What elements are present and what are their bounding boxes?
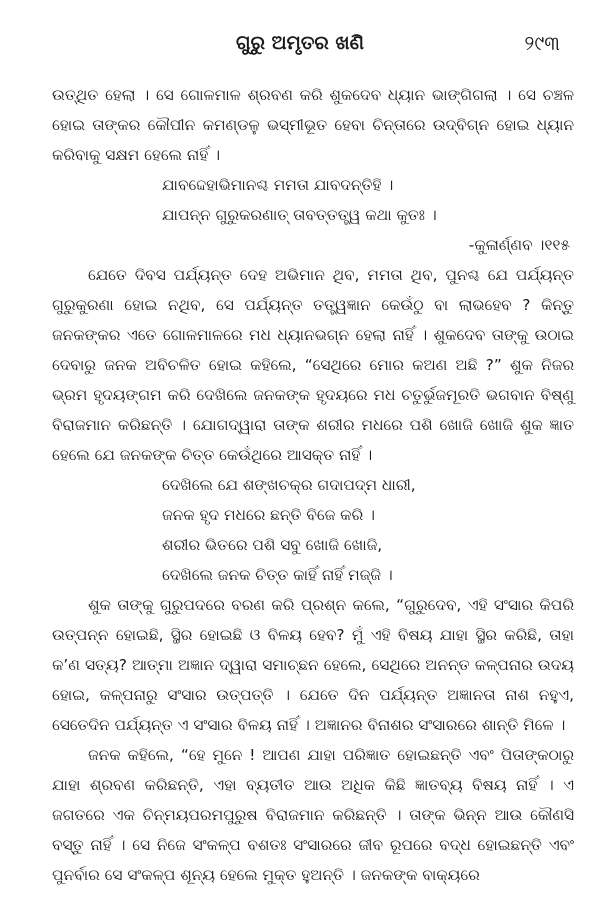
running-title: ଗୁରୁ ଅମୃତର ଖଣି: [236, 32, 364, 54]
poem-line: ଦେଖିଲେ ଜନକ ଚିତ୍ତ କାହିଁ ନାହିଁ ମଜ୍ଜି ।: [162, 566, 393, 584]
paragraph-4: ଜନକ କହିଲେ, “ହେ ମୁନେ ! ଆପଣ ଯାହା ପରିଜ୍ଞାତ ହୋଇଛନ୍ତି ଏବଂ ପିତାଙ୍କଠାରୁ ଯାହା ଶ୍ରବଣ କରିଛନ୍ତି, ଏହା ବ୍ୟତୀତ ଆଉ ଅଧିକ କିଛି ଜ୍ଞାତବ୍ୟ ବିଷୟ ନାହିଁ । ଏ ଜଗତରେ ଏକ ଚିନ୍ମୟପରମପୁରୁଷ ବିରାଜମାନ କରିଛନ୍ତି । ତାଙ୍କ ଭିନ୍ନ ଆଉ କୌଣସି ବସ୍ତୁ ନାହିଁ । ସେ ନିଜେ ସଂକଳ୍ପ ବଶତଃ ସଂସାରରେ ଜୀବ ରୂପରେ ବଦ୍ଧ ହୋଇଛନ୍ତି ଏବଂ ପୁନର୍ବାର ସେ ସଂକଳ୍ପ ଶୂନ୍ୟ ହେଲେ ମୁକ୍ତ ହୁଅନ୍ତି । ଜନକଙ୍କ ବାକ୍ୟରେ: [52, 746, 574, 884]
odia-poem: [52, 470, 574, 590]
poem-line: ଦେଖିଲେ ଯେ ଶଙ୍ଖଚକ୍ର ଗଦାପଦ୍ମ ଧାରୀ,: [162, 476, 416, 494]
page-number: ୨୯୩: [524, 31, 560, 55]
verse-line-2: ଯାପନ୍ନ ଗୁରୁକରଣାତ୍‌ ତାବତ୍ତତ୍ତ୍ୱ କଥା କୁତଃ ।: [162, 206, 437, 224]
verse-line-1: ଯାବଦ୍ଦେହାଭିମାନଶ୍ଚ ମମତା ଯାବଦନ୍ତିହି ।: [162, 176, 394, 194]
page-body: [52, 80, 574, 890]
paragraph-3: ଶୁକ ତାଙ୍କୁ ଗୁରୁପଦରେ ବରଣ କରି ପ୍ରଶ୍ନ କଲେ, “ଗୁରୁଦେବ, ଏହି ସଂସାର କିପରି ଉତ୍ପନ୍ନ ହୋଇଛି, ସ୍ଥିର ହୋଇଛି ଓ ବିଳୟ ହେବ? ମୁଁ ଏହି ବିଷୟ ଯାହା ସ୍ଥିର କରିଛି, ତାହା କ’ଣ ସତ୍ୟ? ଆତ୍ମା ଅଜ୍ଞାନ ଦ୍ୱାରା ସମାଚ୍ଛନ ହେଲେ, ସେଥିରେ ଅନନ୍ତ କଳ୍ପନାର ଉଦୟ ହୋଇ, କଳ୍ପନାରୁ ସଂସାର ଉତ୍ପତ୍ତି । ଯେତେ ଦିନ ପର୍ଯ୍ୟନ୍ତ ଅଜ୍ଞାନତା ନାଶ ନହୁଏ, ସେତେଦିନ ପର୍ଯ୍ୟନ୍ତ ଏ ସଂସାର ବିଳୟ ନାହିଁ । ଅଜ୍ଞାନର ବିନାଶର ସଂସାରରେ ଶାନ୍ତି ମିଳେ ।: [52, 596, 574, 734]
sanskrit-verse: [52, 170, 574, 230]
paragraph-1: ଉତ୍‌ଥିତ ହେଲା । ସେ ଗୋଳମାଳ ଶ୍ରବଣ କରି ଶୁକଦେବ ଧ୍ୟାନ ଭାଙ୍ଗିଗଲା । ସେ ଚଞ୍ଚଳ ହୋଇ ତାଙ୍କର କୌପୀନ କମଣ୍ଡଳୁ ଭସ୍ମୀଭୂତ ହେବା ଚିନ୍ତାରେ ଉଦ୍‌ବିଗ୍ନ ହୋଇ ଧ୍ୟାନ କରିବାକୁ ସକ୍ଷମ ହେଲେ ନାହିଁ ।: [52, 86, 574, 164]
paragraph-2: ଯେତେ ଦିବସ ପର୍ଯ୍ୟନ୍ତ ଦେହ ଅଭିମାନ ଥିବ, ମମତା ଥିବ, ପୁନଶ୍ଚ ଯେ ପର୍ଯ୍ୟନ୍ତ ଗୁରୁକୁରଣା ହୋଇ ନଥିବ, ସେ ପର୍ଯ୍ୟନ୍ତ ତତ୍ତ୍ୱଜ୍ଞାନ କେଉଁଠୁ ବା ଲାଭହେବ ? କିନ୍ତୁ ଜନକଙ୍କର ଏତେ ଗୋଳମାଳରେ ମଧ ଧ୍ୟାନଭଗ୍ନ ହେଲା ନାହିଁ । ଶୁକଦେବ ତାଙ୍କୁ ଉଠାଇ ଦେବାରୁ ଜନକ ଅବିଚଳିତ ହୋଇ କହିଲେ, “ସେଥିରେ ମୋର କଅଣ ଅଛି ?” ଶୁକ ନିଜର ଭ୍ରମ ହୃଦୟଙ୍ଗମ କରି ଦେଖିଲେ ଜନକଙ୍କ ହୃଦୟରେ ମଧ ଚତୁର୍ଭୁଜମୂରତି ଭଗବାନ ବିଷ୍ଣୁ ବିରାଜମାନ କରିଛନ୍ତି । ଯୋଗଦ୍ୱାରା ତାଙ୍କ ଶରୀର ମଧରେ ପଶି ଖୋଜି ଖୋଜି ଶୁକ ଜ୍ଞାତ ହେଲେ ଯେ ଜନକଙ୍କ ଚିତ୍ତ କେଉଁଥିରେ ଆସକ୍ତ ନାହିଁ ।: [52, 266, 574, 464]
poem-line: ଜନକ ହୃଦ ମଧରେ ଛନ୍ତି ବିଜେ କରି ।: [162, 506, 375, 524]
running-header: [0, 28, 600, 58]
verse-citation: -କୁଳାର୍ଣ୍ଣବ ।୧୧୫: [468, 236, 570, 254]
poem-line: ଶରୀର ଭିତରେ ପଶି ସବୁ ଖୋଜି ଖୋଜି,: [162, 536, 383, 554]
